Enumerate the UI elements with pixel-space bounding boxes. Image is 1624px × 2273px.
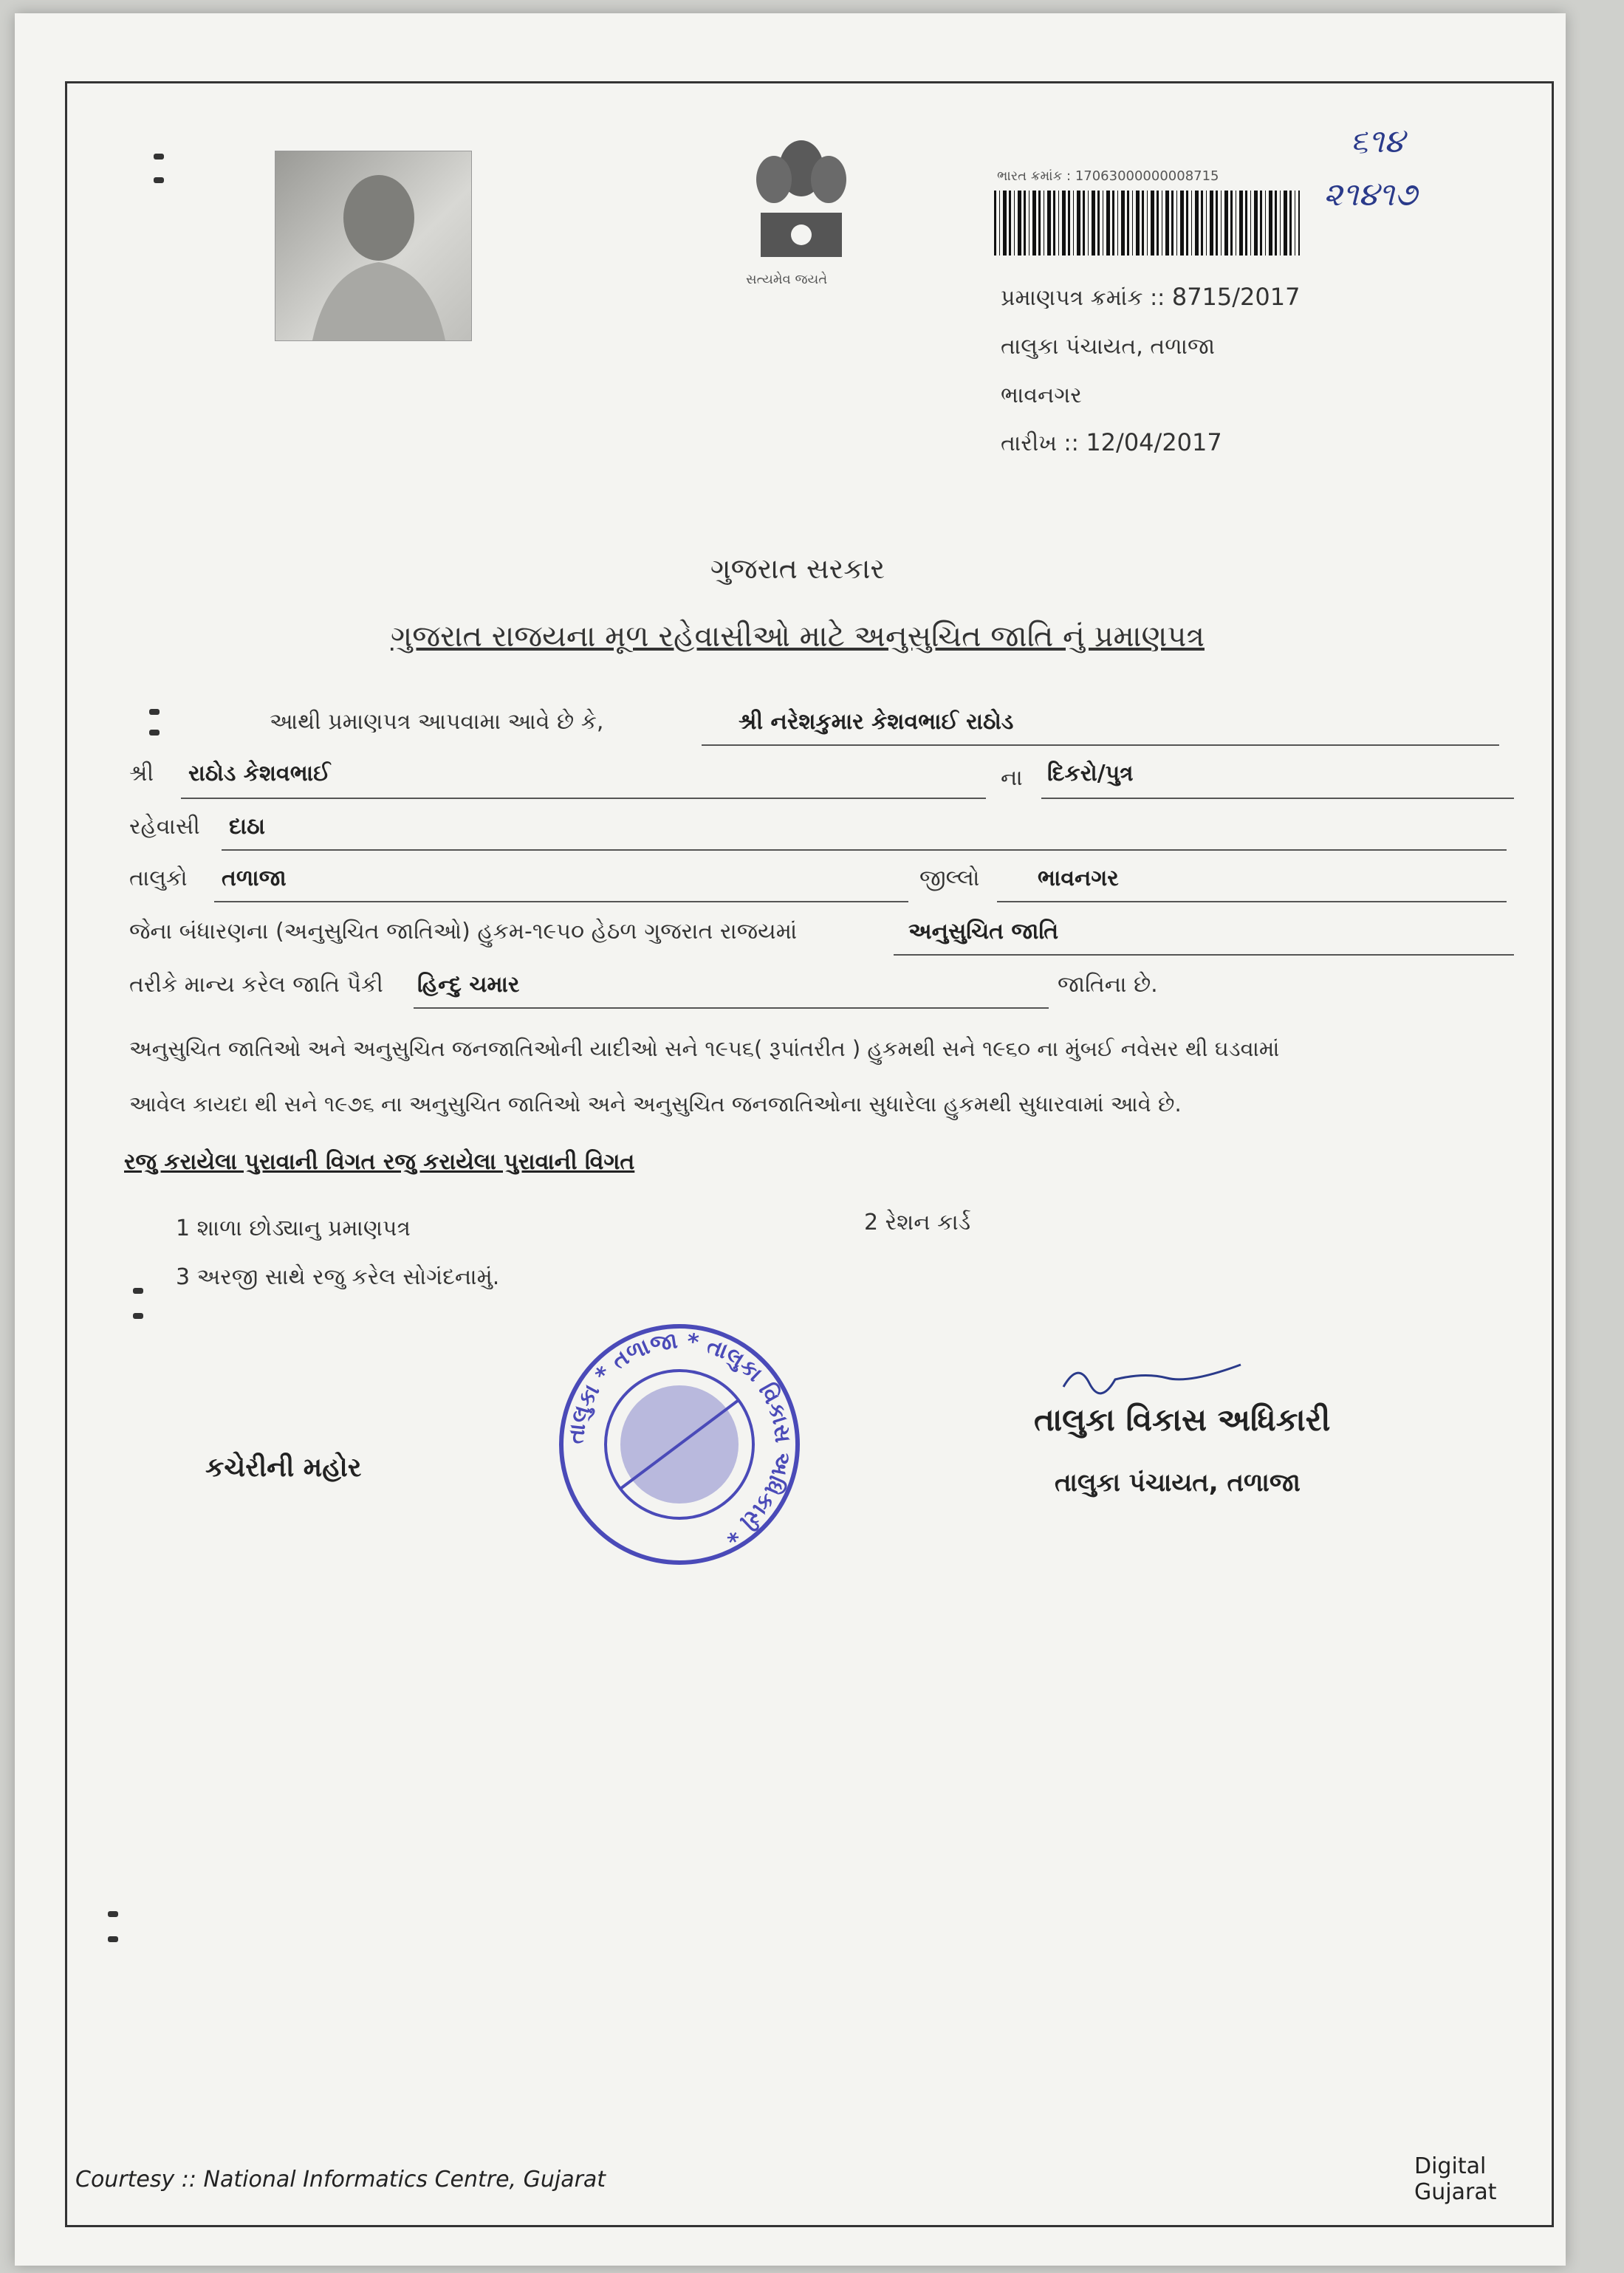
evidence-heading: રજુ કરાયેલા પુરાવાની વિગત રજુ કરાયેલા પુરાવાની વિગત	[124, 1149, 635, 1175]
relation: દિકરો/પુત્ર	[1047, 761, 1134, 786]
caste-category: અનુસુચિત જાતિ	[908, 919, 1059, 944]
district-label: જીલ્લો	[919, 865, 980, 891]
cert-no-sep: ::	[1150, 285, 1165, 311]
date-sep: ::	[1063, 431, 1079, 456]
caste-suffix: જાતિના છે.	[1058, 972, 1158, 998]
resident-label: રહેવાસી	[129, 814, 200, 840]
field-underline	[894, 954, 1514, 956]
margin-mark	[154, 177, 164, 183]
field-underline	[997, 901, 1507, 902]
handwritten-number-2: ૨૧૪૧૭	[1323, 176, 1417, 213]
notification-para-line2: આવેલ કાયદા થી સને ૧૯૭૬ ના અનુસુચિત જાતિઓ અને અનુસુચિત જનજાતિઓના સુધારેલા હુકમથી સુધારવામાં આવે છે.	[129, 1091, 1182, 1117]
applicant-photo	[275, 151, 472, 341]
signatory-title: તાલુકા વિકાસ અધિકારી	[1034, 1402, 1331, 1438]
stamp-text: તાલુકા * તળાજા * તાલુકા વિકાસ અધિકારી *	[563, 1328, 796, 1548]
margin-mark	[133, 1313, 143, 1319]
margin-mark	[149, 730, 160, 736]
barcode-number: ભારત ક્રમાંક : 17063000000008715	[997, 168, 1219, 184]
evidence-item: 1 શાળા છોડ્યાનુ પ્રમાણપત્ર	[176, 1216, 411, 1241]
recognized-label: તરીકે માન્ય કરેલ જાતિ પૈકી	[129, 972, 383, 998]
office-seal-label: કચેરીની મહોર	[205, 1453, 362, 1483]
margin-mark	[108, 1911, 118, 1917]
margin-mark	[133, 1288, 143, 1294]
cert-no: 8715/2017	[1171, 283, 1301, 311]
margin-mark	[154, 154, 164, 160]
handwritten-number-1: ૬૧૪	[1350, 123, 1405, 160]
certificate-title: ગુજરાત રાજયના મૂળ રહેવાસીઓ માટે અનુસુચિત જાતિ નું પ્રમાણપત્ર	[391, 620, 1205, 654]
issuing-office: તાલુકા પંચાયત, તળાજા	[1001, 334, 1216, 360]
government-title: ગુજરાત સરકાર	[710, 552, 885, 585]
district-value: ભાવનગર	[1038, 865, 1119, 891]
taluka-label: તાલુકો	[129, 865, 188, 891]
national-emblem	[739, 124, 864, 294]
margin-mark	[108, 1936, 118, 1942]
footer-brand: Digital Gujarat	[1414, 2153, 1497, 2205]
applicant-name: શ્રી નરેશકુમાર કેશવભાઈ રાઠોડ	[739, 709, 1014, 735]
footer-courtesy: Courtesy :: National Informatics Centre, Gujarat	[75, 2167, 606, 2193]
issuing-district: ભાવનગર	[1001, 383, 1082, 408]
field-underline	[1041, 798, 1514, 799]
resident-village: દાઠા	[229, 814, 265, 840]
field-underline	[214, 901, 908, 902]
na-label: ના	[1001, 765, 1023, 791]
notification-para-line1: અનુસુચિત જાતિઓ અને અનુસુચિત જનજાતિઓની યાદીઓ સને ૧૯૫૬( રૂપાંતરીત ) હુકમથી સને ૧૯૬૦ ના મુંબઈ નવેસર થી ઘડવામાં	[129, 1036, 1280, 1061]
father-name: રાઠોડ કેશવભાઈ	[188, 761, 331, 786]
emblem-caption: સત્યમેવ જયતે	[746, 272, 828, 287]
margin-mark	[149, 709, 160, 715]
field-underline	[181, 798, 986, 799]
officer-signature	[1056, 1357, 1248, 1402]
official-stamp	[554, 1319, 805, 1570]
evidence-item: 2 રેશન કાર્ડ	[864, 1210, 971, 1235]
cert-no-label: પ્રમાણપત્ર ક્રમાંક	[1001, 285, 1143, 311]
caste-name: હિન્દુ ચમાર	[417, 972, 520, 998]
field-underline	[702, 744, 1499, 746]
constitution-text: જેના બંધારણના (અનુસુચિત જાતિઓ) હુકમ-૧૯૫૦ હેઠળ ગુજરાત રાજયમાં	[129, 919, 798, 944]
field-underline	[414, 1007, 1049, 1009]
taluka-value: તળાજા	[222, 865, 287, 891]
field-underline	[222, 849, 1507, 851]
barcode	[994, 191, 1300, 256]
date-label: તારીખ	[1001, 431, 1057, 456]
issue-date: 12/04/2017	[1086, 428, 1222, 456]
shri-label: શ્રી	[129, 761, 154, 786]
intro-text: આથી પ્રમાણપત્ર આપવામા આવે છે કે,	[270, 709, 604, 735]
certificate-paper	[15, 13, 1566, 2266]
evidence-item: 3 અરજી સાથે રજુ કરેલ સોગંદનામું.	[176, 1264, 500, 1290]
signatory-office: તાલુકા પંચાયત, તળાજા	[1055, 1468, 1301, 1498]
